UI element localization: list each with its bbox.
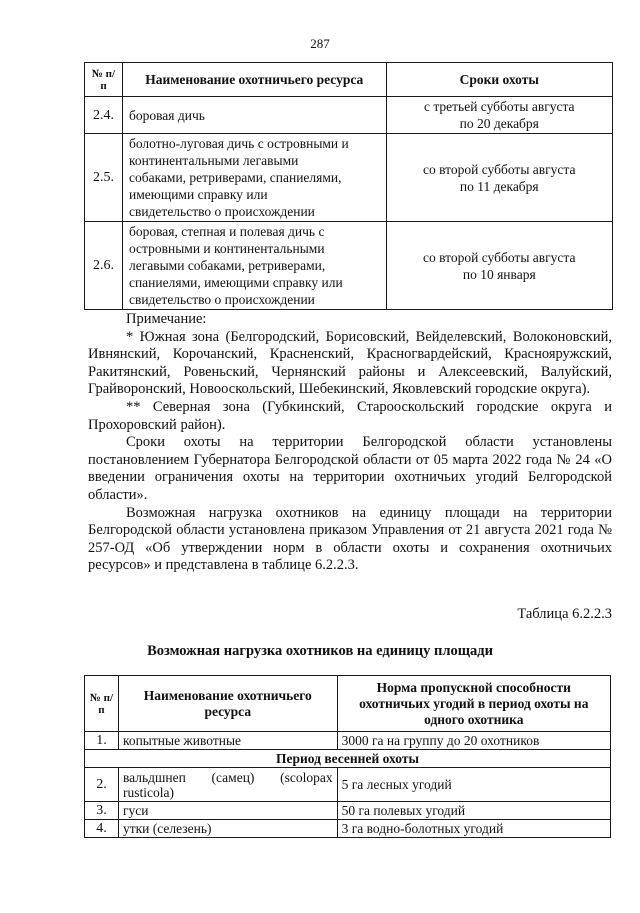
table-row [85,97,613,134]
resource-name-line: имеющими справку или [128,187,268,202]
resource-name: копытные животные [118,732,337,750]
table-title: Возможная нагрузка охотников на единицу площади [147,643,493,659]
table-header-row [85,676,611,732]
notes-block [88,311,612,575]
resource-name [122,97,386,134]
row-number: 3. [85,802,119,820]
resource-name: утки (селезень) [118,820,337,838]
note-north-zone: ** Северная зона (Губкинский, Старооскольский городские округа и Прохоровский район). [88,398,612,433]
section-title: Период весенней охоты [85,750,611,768]
col-header-resource: Наименование охотничьего ресурса [118,676,337,732]
resource-name-line: свидетельство о происхождении [128,292,315,307]
resource-name-line: свидетельство о происхождении [128,204,315,219]
hunter-load-table [84,675,611,838]
resource-name-line: островными и континентальными [128,241,325,256]
page-number: 287 [310,36,330,51]
col-header-resource: Наименование охотничьего ресурса [122,63,386,97]
table-caption: Таблица 6.2.2.3 [517,606,612,622]
norm-value: 50 га полевых угодий [337,802,610,820]
table-row [85,820,611,838]
norm-value: 3000 га на группу до 20 охотников [337,732,610,750]
col-header-norm: Норма пропускной способности охотничьих угодий в период охоты на одного охотника [337,676,610,732]
row-number: 1. [85,732,119,750]
paragraph-hunting-terms: Сроки охоты на территории Белгородской области установлены постановлением Губернатора Белгородской области от 05 марта 2022 года № 24 «О введении ограничения охоты на территории охотничьих угодий Белгородской области». [88,434,612,503]
term-line: по 11 декабря [459,178,539,194]
resource-name-line: собаками, ретриверами, спаниелями, [128,170,342,185]
table-row [85,768,611,802]
term-line: по 10 января [462,266,536,282]
row-number: 2. [85,768,119,802]
row-number: 2.6. [85,222,123,310]
term-line: со второй субботы августа [423,249,576,265]
resource-name [122,134,386,222]
row-number: 2.4. [85,97,123,134]
resource-name [118,768,337,802]
paragraph-hunter-load: Возможная нагрузка охотников на единицу площади на территории Белгородской области установлена приказом Управления от 21 августа 2021 года № 257-ОД «Об утверждении норм в области охоты и сохранения охотничьих ресурсов» и представлена в таблице 6.2.2.3. [88,504,612,574]
resource-name-line: боровая дичь [128,107,205,123]
resource-name-line: болотно-луговая дичь с островными и [128,136,349,151]
note-title: Примечание: [126,311,207,327]
table-row [85,134,613,222]
hunting-term [386,97,612,134]
resource-name-line: боровая, степная и полевая дичь с [128,224,325,239]
term-line: по 20 декабря [459,116,539,131]
section-row [85,750,611,768]
row-number: 4. [85,820,119,838]
col-header-number: № п/п [85,676,119,732]
resource-name-line: вальдшнеп (самец) (scolopax [122,769,333,785]
table-header-row [85,63,613,97]
resource-name [122,222,386,310]
row-number: 2.5. [85,134,123,222]
resource-name-line: легавыми собаками, ретриверами, [128,258,326,273]
col-header-number: № п/п [85,63,123,97]
table-row [85,222,613,310]
hunting-term [386,134,612,222]
resource-name-line: континентальными легавыми [128,153,299,168]
table-row [85,802,611,820]
hunting-terms-table [84,62,613,310]
norm-value: 3 га водно-болотных угодий [337,820,610,838]
resource-name-line: rusticola) [122,784,174,800]
resource-name-line: спаниелями, имеющими справку или [128,275,343,290]
note-south-zone: * Южная зона (Белгородский, Борисовский, Вейделевский, Волоконовский, Ивнянский, Корочанский, Красненский, Красногвардейский, Краснояружский, Ракитянский, Ровеньский, Чернянский районы и Алексеевский, Валуйский, Грайворонский, Новооскольский, Шебекинский, Яковлевский городские округа). [88,328,612,398]
term-line: со второй субботы августа [423,161,576,177]
norm-value: 5 га лесных угодий [337,768,610,802]
table-row [85,732,611,750]
term-line: с третьей субботы августа [423,99,575,114]
resource-name: гуси [118,802,337,820]
col-header-terms: Сроки охоты [386,63,612,97]
hunting-term [386,222,612,310]
